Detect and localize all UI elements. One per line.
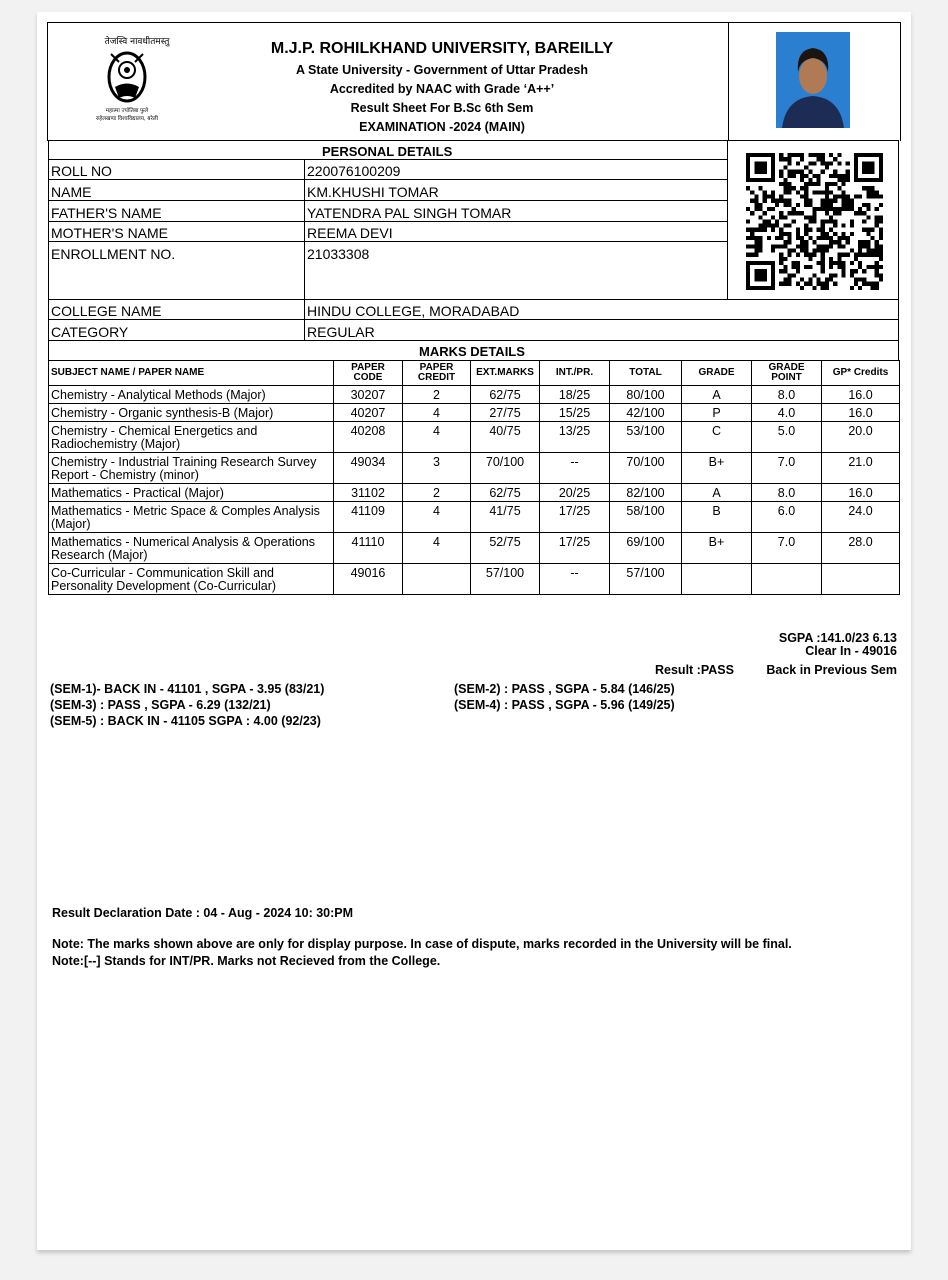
cell-credit: 3	[403, 453, 471, 484]
sem5-result: (SEM-5) : BACK IN - 41105 SGPA : 4.00 (92/23)	[50, 714, 321, 728]
cell-gp: 7.0	[752, 453, 822, 484]
mother-value: REEMA DEVI	[307, 225, 393, 241]
table-row	[49, 422, 900, 453]
table-row	[49, 564, 900, 595]
result-status: Result :PASS	[655, 663, 734, 677]
display-note: Note: The marks shown above are only for display purpose. In case of dispute, marks recorded in the University will be final.	[52, 937, 792, 951]
cell-ext: 52/75	[471, 533, 540, 564]
cell-code: 30207	[334, 386, 403, 404]
table-row	[49, 533, 900, 564]
personal-details-title: PERSONAL DETAILS	[322, 144, 453, 159]
enroll-label: ENROLLMENT NO.	[51, 246, 176, 262]
sem2-result: (SEM-2) : PASS , SGPA - 5.84 (146/25)	[454, 682, 675, 696]
sem1-result: (SEM-1)- BACK IN - 41101 , SGPA - 3.95 (83/21)	[50, 682, 325, 696]
cell-subject: Mathematics - Metric Space & Comples Analysis (Major)	[49, 502, 334, 533]
cell-grade: B	[682, 502, 752, 533]
cell-subject: Chemistry - Organic synthesis-B (Major)	[49, 404, 334, 422]
col-total: TOTAL	[610, 361, 682, 386]
cell-credit: 4	[403, 422, 471, 453]
cell-gpc: 20.0	[822, 422, 900, 453]
cell-code: 31102	[334, 484, 403, 502]
name-label: NAME	[51, 184, 92, 200]
university-logo	[89, 32, 179, 122]
cell-grade: A	[682, 386, 752, 404]
cell-ext: 62/75	[471, 484, 540, 502]
cell-gp	[752, 564, 822, 595]
declaration-date: Result Declaration Date : 04 - Aug - 2024 10: 30:PM	[52, 906, 354, 920]
sem3-result: (SEM-3) : PASS , SGPA - 6.29 (132/21)	[50, 698, 271, 712]
cell-credit: 4	[403, 533, 471, 564]
header-divider	[728, 22, 729, 140]
sem4-result: (SEM-4) : PASS , SGPA - 5.96 (149/25)	[454, 698, 675, 712]
table-row	[49, 453, 900, 484]
cell-gpc: 16.0	[822, 484, 900, 502]
roll-value: 220076100209	[307, 163, 401, 179]
col-credit: PAPER CREDIT	[403, 361, 471, 386]
cell-total: 70/100	[610, 453, 682, 484]
cell-grade: B+	[682, 533, 752, 564]
cell-gp: 5.0	[752, 422, 822, 453]
cell-grade	[682, 564, 752, 595]
table-row	[49, 386, 900, 404]
col-int: INT./PR.	[540, 361, 610, 386]
logo-motto: तेजस्वि नावधीतमस्तु	[104, 37, 170, 47]
cell-total: 58/100	[610, 502, 682, 533]
cell-gpc: 21.0	[822, 453, 900, 484]
cell-ext: 57/100	[471, 564, 540, 595]
col-grade: GRADE	[682, 361, 752, 386]
cell-total: 57/100	[610, 564, 682, 595]
cell-gpc: 16.0	[822, 386, 900, 404]
col-grade-point: GRADE POINT	[752, 361, 822, 386]
marks-table	[48, 360, 900, 595]
cell-credit: 4	[403, 502, 471, 533]
logo-name-1: महात्मा ज्योतिबा फुले	[105, 108, 149, 114]
cell-ext: 41/75	[471, 502, 540, 533]
category-value: REGULAR	[307, 324, 375, 340]
cell-subject: Chemistry - Chemical Energetics and Radiochemistry (Major)	[49, 422, 334, 453]
result-sheet-title: Result Sheet For B.Sc 6th Sem	[350, 101, 534, 115]
cell-int: 15/25	[540, 404, 610, 422]
cell-code: 49016	[334, 564, 403, 595]
cell-int: 20/25	[540, 484, 610, 502]
cell-total: 53/100	[610, 422, 682, 453]
cell-int: 17/25	[540, 533, 610, 564]
col-code: PAPER CODE	[334, 361, 403, 386]
cell-total: 69/100	[610, 533, 682, 564]
accreditation: Accredited by NAAC with Grade ‘A++’	[329, 82, 555, 96]
cell-int: 18/25	[540, 386, 610, 404]
table-header-row	[49, 361, 900, 386]
mother-label: MOTHER'S NAME	[51, 225, 169, 241]
back-previous-sem: Back in Previous Sem	[766, 663, 897, 677]
qr-code	[746, 153, 883, 290]
cell-grade: B+	[682, 453, 752, 484]
cell-grade: A	[682, 484, 752, 502]
cell-code: 40208	[334, 422, 403, 453]
cell-gpc	[822, 564, 900, 595]
cell-gp: 4.0	[752, 404, 822, 422]
table-row	[49, 502, 900, 533]
cell-int: 17/25	[540, 502, 610, 533]
sgpa: SGPA :141.0/23 6.13	[778, 631, 897, 645]
clear-in: Clear In - 49016	[805, 644, 897, 658]
enroll-value: 21033308	[307, 246, 370, 262]
cell-int: 13/25	[540, 422, 610, 453]
roll-label: ROLL NO	[51, 163, 112, 179]
cell-gpc: 16.0	[822, 404, 900, 422]
cell-gpc: 24.0	[822, 502, 900, 533]
table-row	[49, 404, 900, 422]
university-subtitle: A State University - Government of Uttar Pradesh	[296, 63, 588, 77]
name-value: KM.KHUSHI TOMAR	[307, 184, 439, 200]
marks-details-title: MARKS DETAILS	[419, 344, 525, 359]
cell-gpc: 28.0	[822, 533, 900, 564]
col-gp-credits: GP* Credits	[822, 361, 900, 386]
table-row	[49, 484, 900, 502]
university-name: M.J.P. ROHILKHAND UNIVERSITY, BAREILLY	[270, 40, 614, 57]
cell-credit: 4	[403, 404, 471, 422]
cell-grade: P	[682, 404, 752, 422]
cell-gp: 6.0	[752, 502, 822, 533]
cell-subject: Mathematics - Practical (Major)	[49, 484, 334, 502]
cell-credit: 2	[403, 386, 471, 404]
cell-credit: 2	[403, 484, 471, 502]
cell-code: 41109	[334, 502, 403, 533]
cell-credit	[403, 564, 471, 595]
category-label: CATEGORY	[51, 324, 129, 340]
exam-title: EXAMINATION -2024 (MAIN)	[359, 120, 525, 134]
cell-total: 80/100	[610, 386, 682, 404]
cell-total: 82/100	[610, 484, 682, 502]
cell-code: 49034	[334, 453, 403, 484]
cell-int: --	[540, 453, 610, 484]
cell-ext: 40/75	[471, 422, 540, 453]
cell-grade: C	[682, 422, 752, 453]
col-ext: EXT.MARKS	[471, 361, 540, 386]
cell-code: 40207	[334, 404, 403, 422]
result-sheet	[37, 12, 911, 1250]
cell-int: --	[540, 564, 610, 595]
cell-ext: 27/75	[471, 404, 540, 422]
logo-name-2: रुहेलखण्ड विश्वविद्यालय, बरेली	[96, 116, 158, 122]
cell-gp: 8.0	[752, 386, 822, 404]
cell-gp: 7.0	[752, 533, 822, 564]
college-label: COLLEGE NAME	[51, 303, 162, 319]
college-value: HINDU COLLEGE, MORADABAD	[307, 303, 520, 319]
cell-subject: Chemistry - Analytical Methods (Major)	[49, 386, 334, 404]
cell-subject: Chemistry - Industrial Training Research Survey Report - Chemistry (minor)	[49, 453, 334, 484]
cell-code: 41110	[334, 533, 403, 564]
cell-subject: Mathematics - Numerical Analysis & Operations Research (Major)	[49, 533, 334, 564]
cell-ext: 70/100	[471, 453, 540, 484]
father-value: YATENDRA PAL SINGH TOMAR	[307, 205, 512, 221]
cell-subject: Co-Curricular - Communication Skill and Personality Development (Co-Curricular)	[49, 564, 334, 595]
int-pr-note: Note:[--] Stands for INT/PR. Marks not Recieved from the College.	[52, 954, 441, 968]
student-photo	[776, 32, 850, 128]
cell-gp: 8.0	[752, 484, 822, 502]
cell-total: 42/100	[610, 404, 682, 422]
col-subject: SUBJECT NAME / PAPER NAME	[49, 361, 334, 386]
father-label: FATHER'S NAME	[51, 205, 162, 221]
cell-ext: 62/75	[471, 386, 540, 404]
